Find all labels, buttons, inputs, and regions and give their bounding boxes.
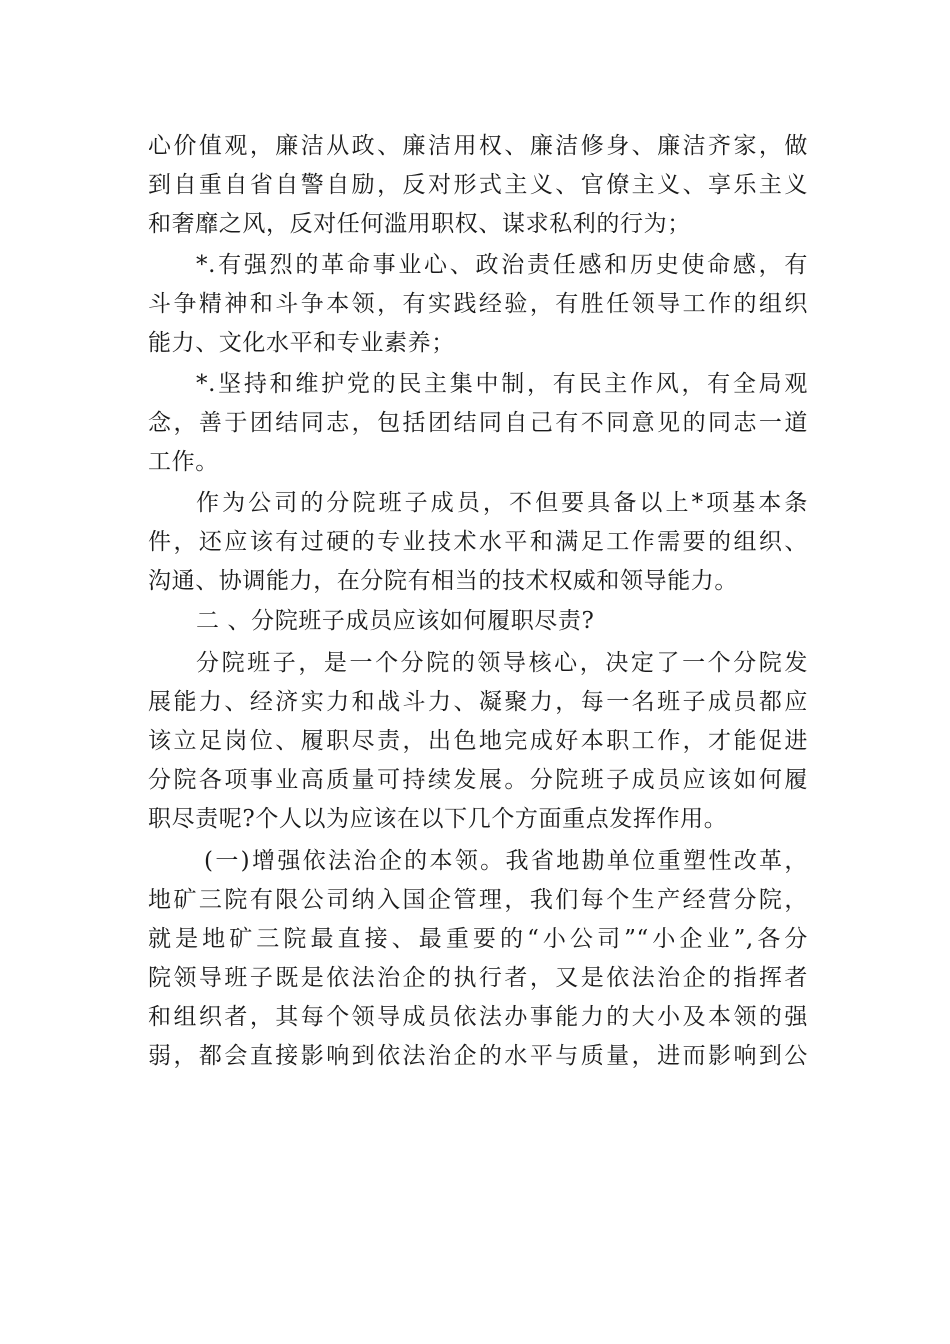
text-line-2: 到自重自省自警自励，反对形式主义、官僚主义、享乐主义 [148,172,808,198]
text-line-8: 念，善于团结同志，包括团结同自己有不同意见的同志一道 [148,410,808,436]
text-line-22: 院领导班子既是依法治企的执行者，又是依法治企的指挥者 [148,965,808,991]
text-line-4: *.有强烈的革命事业心、政治责任感和历史使命感，有 [196,252,808,278]
text-line-16: 该立足岗位、履职尽责，出色地完成好本职工作，才能促进 [148,728,808,754]
text-line-9: 工作。 [148,449,219,475]
text-line-19: (一)增强依法治企的本领。我省地勘单位重塑性改革， [204,848,808,874]
text-line-17: 分院各项事业高质量可持续发展。分院班子成员应该如何履 [148,767,808,793]
text-line-1: 心价值观，廉洁从政、廉洁用权、廉洁修身、廉洁齐家，做 [148,133,808,159]
section-heading: 二 、分院班子成员应该如何履职尽责? [196,608,595,634]
text-line-20: 地矿三院有限公司纳入国企管理，我们每个生产经营分院， [148,887,808,913]
text-line-14: 分院班子，是一个分院的领导核心，决定了一个分院发 [196,650,808,676]
text-line-24: 弱，都会直接影响到依法治企的水平与质量，进而影响到公 [148,1043,808,1069]
text-line-15: 展能力、经济实力和战斗力、凝聚力，每一名班子成员都应 [148,689,808,715]
text-line-23: 和组织者，其每个领导成员依法办事能力的大小及本领的强 [148,1004,808,1030]
text-line-18: 职尽责呢?个人以为应该在以下几个方面重点发挥作用。 [148,806,728,832]
text-line-3: 和奢靡之风，反对任何滥用职权、谋求私利的行为； [148,211,691,237]
text-line-21: 就是地矿三院最直接、最重要的“小公司”“小企业”,各分 [148,926,808,952]
text-line-11: 件，还应该有过硬的专业技术水平和满足工作需要的组织、 [148,529,808,555]
text-line-7: *.坚持和维护党的民主集中制，有民主作风，有全局观 [196,371,808,397]
text-line-5: 斗争精神和斗争本领，有实践经验，有胜任领导工作的组织 [148,291,808,317]
text-line-10: 作为公司的分院班子成员，不但要具备以上*项基本条 [196,490,808,516]
text-line-12: 沟通、协调能力，在分院有相当的技术权威和领导能力。 [148,568,738,594]
text-line-6: 能力、文化水平和专业素养； [148,330,455,356]
